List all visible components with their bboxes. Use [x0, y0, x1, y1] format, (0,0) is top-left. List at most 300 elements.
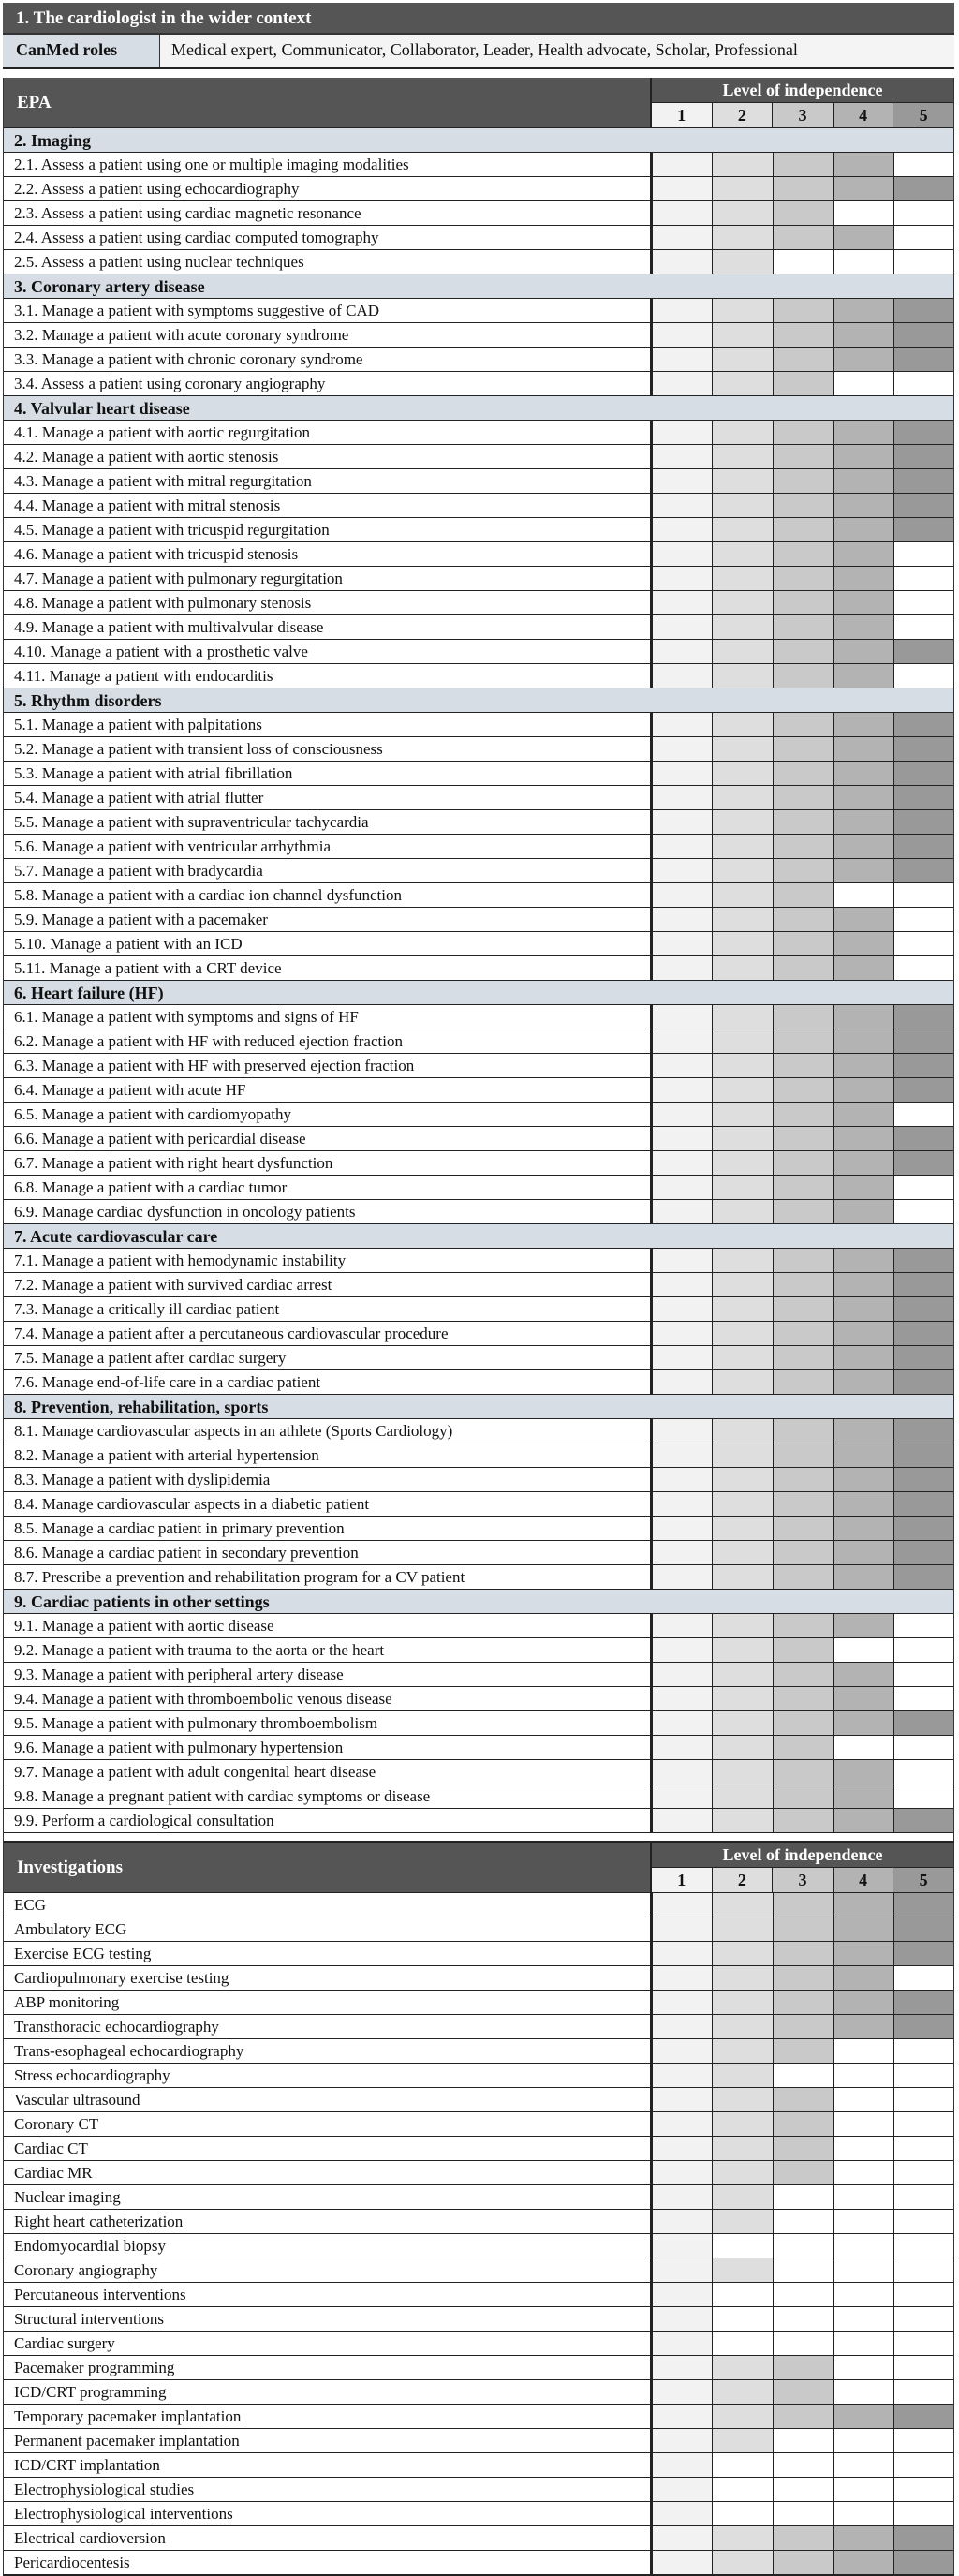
level-cell-5 — [893, 1322, 953, 1345]
level-cell-3 — [773, 883, 833, 907]
row-label: 8.7. Prescribe a prevention and rehabilitation program for a CV patient — [4, 1565, 652, 1589]
level-cell-5 — [893, 2161, 953, 2184]
level-cell-4 — [833, 2429, 893, 2452]
level-cell-3 — [773, 2258, 833, 2282]
table-row — [4, 2428, 953, 2452]
canmed-roles-label: CanMed roles — [3, 35, 160, 67]
level-cell-1 — [652, 1005, 712, 1029]
table-row — [4, 2014, 953, 2038]
level-cell-5 — [893, 542, 953, 566]
level-cell-2 — [712, 1893, 772, 1917]
level-cell-5 — [893, 1176, 953, 1199]
level-cell-4 — [833, 2161, 893, 2184]
level-cell-5 — [893, 177, 953, 200]
level-header-title: Level of independence — [722, 1845, 883, 1864]
level-cell-1 — [652, 201, 712, 225]
level-cell-3 — [773, 323, 833, 347]
level-header — [652, 1843, 953, 1892]
table-row — [4, 1418, 953, 1443]
level-cell-5 — [893, 786, 953, 809]
level-cell-2 — [712, 1346, 772, 1369]
level-cell-4 — [833, 2356, 893, 2379]
level-cell-4 — [833, 1541, 893, 1564]
level-cell-4 — [833, 2258, 893, 2282]
level-cell-4 — [833, 2405, 893, 2428]
level-cell-4 — [833, 2380, 893, 2404]
table-row — [4, 1491, 953, 1516]
level-cell-5 — [893, 932, 953, 955]
table-row — [4, 931, 953, 955]
level-cell-2 — [712, 1991, 772, 2014]
level-cell-3 — [773, 2453, 833, 2477]
level-cell-2 — [712, 567, 772, 590]
level-cell-2 — [712, 956, 772, 980]
level-cell-4 — [833, 2137, 893, 2160]
row-label: 4.11. Manage a patient with endocarditis — [4, 664, 652, 688]
level-cell-2 — [712, 2380, 772, 2404]
level-cell-5 — [893, 762, 953, 785]
row-label: 2.2. Assess a patient using echocardiography — [4, 177, 652, 200]
level-cell-3 — [773, 1127, 833, 1150]
level-cell-2 — [712, 445, 772, 468]
level-cell-3 — [773, 1809, 833, 1832]
table-row — [4, 907, 953, 931]
level-cell-5 — [893, 2478, 953, 2501]
level-cell-3 — [773, 2185, 833, 2209]
table-row — [4, 955, 953, 980]
level-cell-4 — [833, 469, 893, 493]
level-numbers — [652, 102, 953, 127]
level-cell-3 — [773, 542, 833, 566]
level-cell-4 — [833, 1273, 893, 1296]
level-cell-5 — [893, 1103, 953, 1126]
level-cell-1 — [652, 2307, 712, 2331]
level-cell-3 — [773, 1443, 833, 1467]
level-cell-5 — [893, 421, 953, 444]
level-cell-3 — [773, 201, 833, 225]
level-cell-4 — [833, 1200, 893, 1223]
table-row — [4, 663, 953, 688]
row-label: 6.4. Manage a patient with acute HF — [4, 1078, 652, 1102]
row-label: 7.1. Manage a patient with hemodynamic instability — [4, 1249, 652, 1272]
level-cell-4 — [833, 2453, 893, 2477]
level-number-2: 2 — [712, 1867, 773, 1892]
table-row — [4, 2306, 953, 2331]
level-cell-2 — [712, 1127, 772, 1150]
table-row — [4, 2550, 953, 2574]
level-cell-4 — [833, 1809, 893, 1832]
level-cell-4 — [833, 1942, 893, 1965]
level-cell-1 — [652, 1054, 712, 1077]
level-cell-2 — [712, 2405, 772, 2428]
table-row — [4, 1077, 953, 1102]
table-row — [4, 1345, 953, 1369]
table-row — [4, 322, 953, 347]
level-cell-2 — [712, 1249, 772, 1272]
level-cell-3 — [773, 1711, 833, 1735]
investigations-header-label: Investigations — [4, 1843, 652, 1892]
level-cell-3 — [773, 153, 833, 176]
level-cell-1 — [652, 883, 712, 907]
level-cell-1 — [652, 153, 712, 176]
level-cell-5 — [893, 1893, 953, 1917]
level-cell-1 — [652, 2064, 712, 2087]
row-label: Electrical cardioversion — [4, 2526, 652, 2550]
level-cell-4 — [833, 2088, 893, 2111]
level-cell-1 — [652, 810, 712, 834]
level-cell-2 — [712, 762, 772, 785]
level-cell-2 — [712, 542, 772, 566]
row-label: 4.6. Manage a patient with tricuspid stenosis — [4, 542, 652, 566]
level-cell-2 — [712, 494, 772, 517]
level-cell-5 — [893, 956, 953, 980]
level-cell-1 — [652, 348, 712, 371]
level-cell-3 — [773, 2283, 833, 2306]
level-cell-1 — [652, 1638, 712, 1662]
row-label: 7.5. Manage a patient after cardiac surgery — [4, 1346, 652, 1369]
level-cell-3 — [773, 1614, 833, 1637]
level-cell-1 — [652, 2429, 712, 2452]
level-cell-2 — [712, 2039, 772, 2063]
level-cell-4 — [833, 372, 893, 395]
level-number-5: 5 — [893, 102, 953, 127]
level-cell-1 — [652, 1711, 712, 1735]
context-title: 1. The cardiologist in the wider context — [3, 3, 954, 35]
level-cell-1 — [652, 591, 712, 614]
table-row — [4, 493, 953, 517]
level-cell-1 — [652, 713, 712, 736]
level-cell-5 — [893, 737, 953, 761]
table-row — [4, 1296, 953, 1321]
row-label: 7.2. Manage a patient with survived cardiac arrest — [4, 1273, 652, 1296]
level-cell-1 — [652, 835, 712, 858]
level-cell-2 — [712, 323, 772, 347]
level-cell-3 — [773, 2478, 833, 2501]
level-cell-2 — [712, 1005, 772, 1029]
level-cell-1 — [652, 1346, 712, 1369]
row-label: Cardiopulmonary exercise testing — [4, 1966, 652, 1990]
level-cell-2 — [712, 2307, 772, 2331]
section-header: 5. Rhythm disorders — [4, 688, 953, 712]
row-label: Cardiac MR — [4, 2161, 652, 2184]
table-row — [4, 1004, 953, 1029]
level-cell-1 — [652, 1893, 712, 1917]
level-cell-1 — [652, 1541, 712, 1564]
level-number-3: 3 — [772, 1867, 833, 1892]
level-cell-4 — [833, 1917, 893, 1941]
level-cell-2 — [712, 2161, 772, 2184]
row-label: Trans-esophageal echocardiography — [4, 2039, 652, 2063]
level-cell-2 — [712, 1078, 772, 1102]
level-cell-2 — [712, 1419, 772, 1443]
level-cell-5 — [893, 567, 953, 590]
level-cell-3 — [773, 615, 833, 639]
level-cell-3 — [773, 956, 833, 980]
level-cell-2 — [712, 2015, 772, 2038]
section-header: 8. Prevention, rehabilitation, sports — [4, 1394, 953, 1418]
level-cell-5 — [893, 1760, 953, 1784]
table-row — [4, 1892, 953, 1917]
row-label: 5.9. Manage a patient with a pacemaker — [4, 908, 652, 931]
row-label: Permanent pacemaker implantation — [4, 2429, 652, 2452]
level-cell-3 — [773, 1249, 833, 1272]
level-cell-1 — [652, 1419, 712, 1443]
level-cell-1 — [652, 1663, 712, 1686]
level-cell-1 — [652, 1809, 712, 1832]
level-cell-5 — [893, 1517, 953, 1540]
level-cell-4 — [833, 835, 893, 858]
level-cell-5 — [893, 2283, 953, 2306]
level-cell-4 — [833, 494, 893, 517]
table-row — [4, 1735, 953, 1759]
level-cell-1 — [652, 1468, 712, 1491]
level-cell-5 — [893, 2185, 953, 2209]
level-cell-3 — [773, 226, 833, 249]
level-cell-5 — [893, 1370, 953, 1394]
level-cell-4 — [833, 1249, 893, 1272]
level-cell-1 — [652, 1273, 712, 1296]
level-cell-4 — [833, 1711, 893, 1735]
level-cell-2 — [712, 1517, 772, 1540]
row-label: 9.5. Manage a patient with pulmonary thromboembolism — [4, 1711, 652, 1735]
table-row — [4, 371, 953, 395]
table-row — [4, 249, 953, 274]
row-label: 4.5. Manage a patient with tricuspid regurgitation — [4, 518, 652, 541]
row-label: 4.10. Manage a patient with a prosthetic valve — [4, 640, 652, 663]
level-cell-4 — [833, 323, 893, 347]
level-cell-5 — [893, 1966, 953, 1990]
level-cell-3 — [773, 1054, 833, 1077]
table-row — [4, 1029, 953, 1053]
row-label: Pacemaker programming — [4, 2356, 652, 2379]
row-label: 4.4. Manage a patient with mitral stenosis — [4, 494, 652, 517]
level-cell-3 — [773, 2332, 833, 2355]
row-label: 4.3. Manage a patient with mitral regurgitation — [4, 469, 652, 493]
table-row — [4, 1369, 953, 1394]
level-cell-3 — [773, 494, 833, 517]
level-cell-1 — [652, 1991, 712, 2014]
section-header: 3. Coronary artery disease — [4, 274, 953, 298]
level-cell-5 — [893, 2551, 953, 2574]
level-cell-1 — [652, 1736, 712, 1759]
level-cell-5 — [893, 859, 953, 882]
level-cell-2 — [712, 1370, 772, 1394]
level-cell-4 — [833, 1492, 893, 1516]
row-label: ABP monitoring — [4, 1991, 652, 2014]
level-cell-4 — [833, 1029, 893, 1053]
table-row — [4, 1443, 953, 1467]
table-row — [4, 1710, 953, 1735]
row-label: Electrophysiological interventions — [4, 2502, 652, 2525]
row-label: 9.8. Manage a pregnant patient with cardiac symptoms or disease — [4, 1784, 652, 1808]
level-cell-5 — [893, 2064, 953, 2087]
level-cell-1 — [652, 2258, 712, 2282]
level-cell-2 — [712, 1687, 772, 1710]
table-row — [4, 2184, 953, 2209]
level-cell-3 — [773, 1029, 833, 1053]
level-cell-3 — [773, 421, 833, 444]
level-cell-2 — [712, 2064, 772, 2087]
table-row — [4, 834, 953, 858]
level-cell-2 — [712, 1322, 772, 1345]
table-row — [4, 2525, 953, 2550]
level-cell-2 — [712, 835, 772, 858]
level-cell-1 — [652, 177, 712, 200]
table-row — [4, 736, 953, 761]
level-cell-4 — [833, 664, 893, 688]
level-cell-4 — [833, 2210, 893, 2233]
level-cell-5 — [893, 469, 953, 493]
level-cell-4 — [833, 1346, 893, 1369]
level-cell-4 — [833, 421, 893, 444]
table-row — [4, 2209, 953, 2233]
row-label: 9.3. Manage a patient with peripheral artery disease — [4, 1663, 652, 1686]
level-cell-3 — [773, 2039, 833, 2063]
level-cell-3 — [773, 1200, 833, 1223]
table-row — [4, 2452, 953, 2477]
level-cell-1 — [652, 932, 712, 955]
level-header — [652, 78, 953, 127]
level-number-3: 3 — [772, 102, 833, 127]
level-cell-5 — [893, 1541, 953, 1564]
row-label: Percutaneous interventions — [4, 2283, 652, 2306]
table-row — [4, 2331, 953, 2355]
row-label: Pericardiocentesis — [4, 2551, 652, 2574]
level-cell-3 — [773, 1005, 833, 1029]
level-cell-5 — [893, 250, 953, 274]
level-cell-3 — [773, 908, 833, 931]
level-cell-4 — [833, 956, 893, 980]
row-label: 4.7. Manage a patient with pulmonary regurgitation — [4, 567, 652, 590]
level-cell-4 — [833, 737, 893, 761]
level-cell-4 — [833, 201, 893, 225]
level-number-1: 1 — [652, 102, 712, 127]
level-cell-4 — [833, 2112, 893, 2136]
level-cell-4 — [833, 2307, 893, 2331]
level-cell-2 — [712, 2356, 772, 2379]
level-cell-5 — [893, 2137, 953, 2160]
level-cell-1 — [652, 786, 712, 809]
level-cell-2 — [712, 1784, 772, 1808]
level-cell-2 — [712, 786, 772, 809]
level-cell-5 — [893, 1273, 953, 1296]
row-label: 5.5. Manage a patient with supraventricular tachycardia — [4, 810, 652, 834]
section-header: 7. Acute cardiovascular care — [4, 1223, 953, 1248]
table-row — [4, 1564, 953, 1589]
level-cell-1 — [652, 859, 712, 882]
row-label: 7.6. Manage end-of-life care in a cardiac patient — [4, 1370, 652, 1394]
table-row — [4, 2233, 953, 2258]
level-cell-2 — [712, 1151, 772, 1175]
level-cell-4 — [833, 1005, 893, 1029]
row-label: 2.5. Assess a patient using nuclear techniques — [4, 250, 652, 274]
level-cell-2 — [712, 1103, 772, 1126]
level-cell-2 — [712, 932, 772, 955]
level-cell-3 — [773, 1419, 833, 1443]
level-cell-1 — [652, 956, 712, 980]
table-row — [4, 1150, 953, 1175]
row-label: Stress echocardiography — [4, 2064, 652, 2087]
row-label: Coronary CT — [4, 2112, 652, 2136]
level-cell-2 — [712, 1443, 772, 1467]
level-cell-1 — [652, 567, 712, 590]
row-label: 5.10. Manage a patient with an ICD — [4, 932, 652, 955]
level-cell-1 — [652, 1966, 712, 1990]
row-label: 4.1. Manage a patient with aortic regurgitation — [4, 421, 652, 444]
level-cell-2 — [712, 372, 772, 395]
level-cell-3 — [773, 859, 833, 882]
level-cell-2 — [712, 908, 772, 931]
level-cell-4 — [833, 2039, 893, 2063]
level-cell-1 — [652, 1784, 712, 1808]
table-row — [4, 1540, 953, 1564]
table-row — [4, 225, 953, 249]
row-label: 2.4. Assess a patient using cardiac computed tomography — [4, 226, 652, 249]
level-cell-1 — [652, 1687, 712, 1710]
level-cell-3 — [773, 810, 833, 834]
level-cell-2 — [712, 2429, 772, 2452]
level-cell-3 — [773, 1966, 833, 1990]
level-cell-1 — [652, 1127, 712, 1150]
level-number-5: 5 — [893, 1867, 953, 1892]
canmed-roles-row — [3, 35, 954, 69]
level-cell-3 — [773, 445, 833, 468]
level-cell-3 — [773, 2210, 833, 2233]
level-cell-5 — [893, 323, 953, 347]
level-cell-4 — [833, 1322, 893, 1345]
row-label: 4.9. Manage a patient with multivalvular disease — [4, 615, 652, 639]
level-cell-2 — [712, 1297, 772, 1321]
level-cell-3 — [773, 1468, 833, 1491]
level-cell-5 — [893, 1029, 953, 1053]
level-cell-3 — [773, 299, 833, 322]
level-cell-3 — [773, 1565, 833, 1589]
row-label: 8.5. Manage a cardiac patient in primary prevention — [4, 1517, 652, 1540]
level-cell-2 — [712, 664, 772, 688]
level-cell-3 — [773, 932, 833, 955]
level-cell-1 — [652, 2039, 712, 2063]
row-label: 9.6. Manage a patient with pulmonary hypertension — [4, 1736, 652, 1759]
level-cell-4 — [833, 2185, 893, 2209]
level-cell-5 — [893, 1784, 953, 1808]
level-cell-3 — [773, 2429, 833, 2452]
level-cell-5 — [893, 1443, 953, 1467]
row-label: 4.2. Manage a patient with aortic stenosis — [4, 445, 652, 468]
investigations-table — [3, 1843, 954, 2576]
level-cell-5 — [893, 348, 953, 371]
level-cell-4 — [833, 2526, 893, 2550]
level-cell-4 — [833, 883, 893, 907]
row-label: 5.1. Manage a patient with palpitations — [4, 713, 652, 736]
row-label: 6.8. Manage a patient with a cardiac tumor — [4, 1176, 652, 1199]
table-row — [4, 2136, 953, 2160]
level-cell-1 — [652, 1370, 712, 1394]
table-row — [4, 1941, 953, 1965]
level-cell-1 — [652, 2356, 712, 2379]
row-label: Ambulatory ECG — [4, 1917, 652, 1941]
level-cell-2 — [712, 1200, 772, 1223]
level-cell-1 — [652, 2502, 712, 2525]
row-label: 5.7. Manage a patient with bradycardia — [4, 859, 652, 882]
table-row — [4, 2038, 953, 2063]
level-cell-3 — [773, 1297, 833, 1321]
level-cell-5 — [893, 2015, 953, 2038]
level-cell-1 — [652, 1200, 712, 1223]
level-cell-2 — [712, 1565, 772, 1589]
level-cell-2 — [712, 2453, 772, 2477]
level-cell-3 — [773, 1736, 833, 1759]
level-cell-3 — [773, 1151, 833, 1175]
